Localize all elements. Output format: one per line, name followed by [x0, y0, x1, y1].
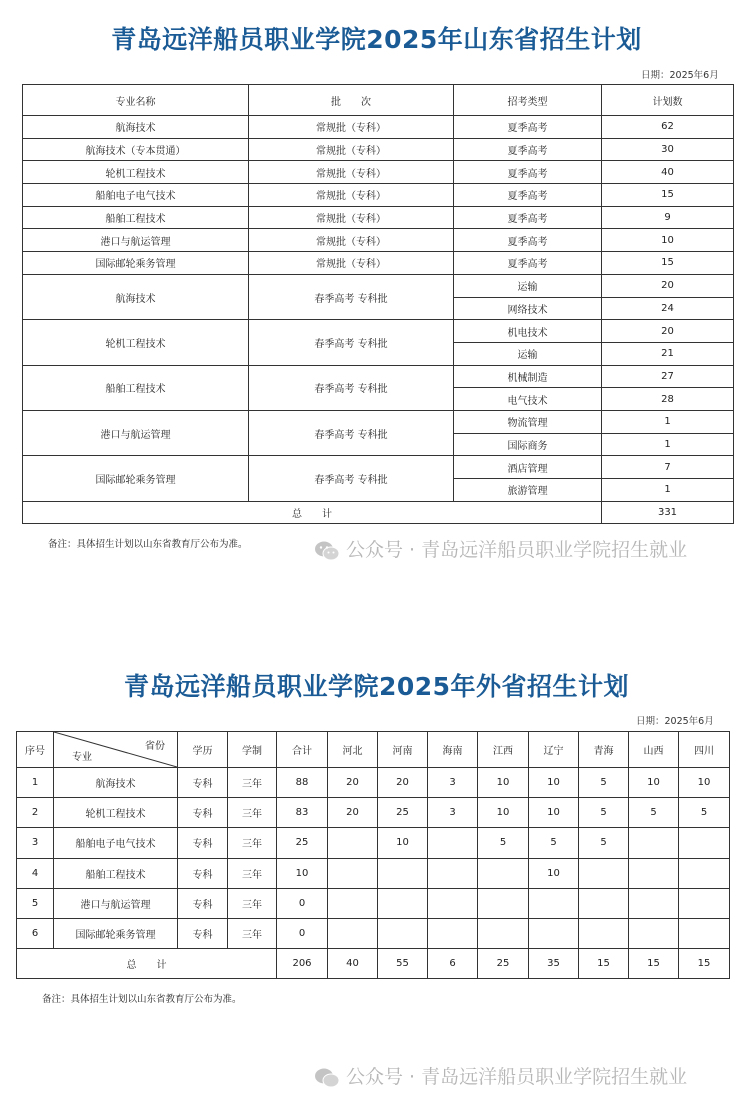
cell-count: 28	[602, 388, 734, 411]
cell-major: 国际邮轮乘务管理	[54, 918, 178, 948]
table-header-row	[23, 85, 734, 116]
cell-edu: 专科	[178, 888, 228, 918]
total-cell: 25	[478, 949, 529, 979]
cell-province: 5	[529, 828, 579, 858]
cell-no: 5	[17, 888, 54, 918]
cell-province	[328, 828, 378, 858]
header-major: 专业名称	[23, 85, 249, 116]
watermark-bottom	[314, 1062, 687, 1089]
cell-batch: 春季高考 专科批	[249, 320, 454, 365]
cell-province	[579, 858, 629, 888]
cell-batch: 常规批（专科）	[249, 184, 454, 207]
cell-province: 10	[679, 768, 730, 798]
cell-province: 3	[428, 768, 478, 798]
cell-batch: 春季高考 专科批	[249, 365, 454, 410]
cell-no: 1	[17, 768, 54, 798]
cell-province: 5	[679, 798, 730, 828]
cell-major: 船舶工程技术	[23, 365, 249, 410]
header-province-shanxi: 山西	[629, 732, 679, 768]
header-province-jiangxi: 江西	[478, 732, 529, 768]
cell-province	[328, 858, 378, 888]
wechat-icon	[314, 1067, 340, 1089]
cell-province	[428, 918, 478, 948]
other-plan-table	[16, 731, 730, 979]
header-province-henan: 河南	[378, 732, 428, 768]
header-years: 学制	[228, 732, 277, 768]
cell-type: 旅游管理	[454, 479, 602, 502]
cell-batch: 春季高考 专科批	[249, 274, 454, 319]
table-row	[17, 888, 730, 918]
cell-count: 27	[602, 365, 734, 388]
header-province-qinghai: 青海	[579, 732, 629, 768]
cell-province	[629, 918, 679, 948]
cell-province	[428, 858, 478, 888]
cell-count: 7	[602, 456, 734, 479]
cell-major: 轮机工程技术	[23, 161, 249, 184]
total-value: 331	[602, 501, 734, 524]
cell-type: 夏季高考	[454, 184, 602, 207]
cell-batch: 春季高考 专科批	[249, 410, 454, 455]
cell-province	[529, 888, 579, 918]
total-cell: 6	[428, 949, 478, 979]
cell-province: 10	[529, 798, 579, 828]
cell-province	[378, 918, 428, 948]
total-cell: 206	[277, 949, 328, 979]
watermark-text: 公众号 · 青岛远洋船员职业学院招生就业	[346, 1066, 688, 1088]
total-cell: 15	[629, 949, 679, 979]
cell-major: 国际邮轮乘务管理	[23, 252, 249, 275]
cell-count: 24	[602, 297, 734, 320]
table-header-row	[17, 732, 730, 768]
cell-batch: 常规批（专科）	[249, 206, 454, 229]
cell-count: 40	[602, 161, 734, 184]
cell-province	[679, 918, 730, 948]
cell-province	[328, 918, 378, 948]
cell-type: 机械制造	[454, 365, 602, 388]
cell-province	[428, 888, 478, 918]
cell-total: 25	[277, 828, 328, 858]
cell-edu: 专科	[178, 858, 228, 888]
cell-count: 1	[602, 433, 734, 456]
cell-province: 20	[378, 768, 428, 798]
table-row	[17, 858, 730, 888]
header-total: 合计	[277, 732, 328, 768]
cell-type: 夏季高考	[454, 206, 602, 229]
cell-count: 20	[602, 320, 734, 343]
other-title: 青岛远洋船员职业学院2025年外省招生计划	[123, 672, 630, 701]
cell-no: 4	[17, 858, 54, 888]
cell-major: 船舶工程技术	[54, 858, 178, 888]
cell-province	[679, 828, 730, 858]
total-cell: 15	[679, 949, 730, 979]
table-row	[23, 161, 734, 184]
cell-province: 5	[579, 798, 629, 828]
cell-province	[378, 858, 428, 888]
cell-province: 10	[629, 768, 679, 798]
cell-type: 机电技术	[454, 320, 602, 343]
total-label: 总 计	[17, 949, 277, 979]
cell-province	[478, 858, 529, 888]
cell-province: 10	[478, 768, 529, 798]
cell-batch: 常规批（专科）	[249, 116, 454, 139]
table-row	[23, 252, 734, 275]
cell-province: 10	[529, 768, 579, 798]
cell-edu: 专科	[178, 918, 228, 948]
cell-batch: 春季高考 专科批	[249, 456, 454, 501]
table-row	[23, 206, 734, 229]
cell-major: 轮机工程技术	[23, 320, 249, 365]
cell-major: 船舶工程技术	[23, 206, 249, 229]
cell-count: 1	[602, 410, 734, 433]
cell-major: 航海技术	[54, 768, 178, 798]
shandong-date: 日期：2025年6月	[641, 70, 719, 81]
shandong-plan-table	[22, 84, 734, 524]
cell-years: 三年	[228, 918, 277, 948]
cell-edu: 专科	[178, 768, 228, 798]
header-major: 专业	[72, 752, 92, 763]
cell-count: 1	[602, 479, 734, 502]
table-row	[23, 456, 734, 479]
cell-province	[478, 918, 529, 948]
cell-type: 运输	[454, 342, 602, 365]
table-row	[23, 116, 734, 139]
header-batch: 批 次	[249, 85, 454, 116]
shandong-title: 青岛远洋船员职业学院2025年山东省招生计划	[111, 25, 642, 54]
header-province-hainan: 海南	[428, 732, 478, 768]
cell-count: 15	[602, 184, 734, 207]
cell-count: 15	[602, 252, 734, 275]
watermark	[314, 535, 687, 562]
cell-province: 5	[478, 828, 529, 858]
cell-years: 三年	[228, 888, 277, 918]
cell-province: 25	[378, 798, 428, 828]
cell-major: 船舶电子电气技术	[23, 184, 249, 207]
total-cell: 40	[328, 949, 378, 979]
cell-type: 电气技术	[454, 388, 602, 411]
cell-province: 10	[529, 858, 579, 888]
table-row	[17, 768, 730, 798]
cell-province: 10	[378, 828, 428, 858]
cell-total: 10	[277, 858, 328, 888]
cell-major: 港口与航运管理	[23, 410, 249, 455]
cell-province	[428, 828, 478, 858]
cell-no: 6	[17, 918, 54, 948]
cell-batch: 常规批（专科）	[249, 252, 454, 275]
table-row	[17, 828, 730, 858]
cell-count: 9	[602, 206, 734, 229]
table-row	[23, 274, 734, 297]
cell-type: 网络技术	[454, 297, 602, 320]
cell-major: 轮机工程技术	[54, 798, 178, 828]
table-row	[17, 918, 730, 948]
cell-major: 国际邮轮乘务管理	[23, 456, 249, 501]
header-corner	[54, 732, 178, 768]
cell-province: 20	[328, 798, 378, 828]
header-count: 计划数	[602, 85, 734, 116]
cell-years: 三年	[228, 798, 277, 828]
cell-type: 夏季高考	[454, 252, 602, 275]
cell-type: 夏季高考	[454, 138, 602, 161]
shandong-note: 备注：具体招生计划以山东省教育厅公布为准。	[48, 539, 248, 550]
table-row	[23, 184, 734, 207]
cell-type: 夏季高考	[454, 229, 602, 252]
cell-province: 5	[579, 768, 629, 798]
header-province: 省份	[145, 741, 165, 752]
cell-no: 2	[17, 798, 54, 828]
cell-no: 3	[17, 828, 54, 858]
cell-total: 88	[277, 768, 328, 798]
cell-batch: 常规批（专科）	[249, 161, 454, 184]
cell-major: 港口与航运管理	[23, 229, 249, 252]
cell-type: 夏季高考	[454, 161, 602, 184]
cell-type: 酒店管理	[454, 456, 602, 479]
cell-batch: 常规批（专科）	[249, 229, 454, 252]
cell-province: 3	[428, 798, 478, 828]
cell-province: 5	[629, 798, 679, 828]
table-row	[23, 410, 734, 433]
cell-type: 运输	[454, 274, 602, 297]
header-province-hebei: 河北	[328, 732, 378, 768]
cell-count: 21	[602, 342, 734, 365]
cell-province	[629, 828, 679, 858]
cell-type: 物流管理	[454, 410, 602, 433]
header-edu: 学历	[178, 732, 228, 768]
cell-edu: 专科	[178, 798, 228, 828]
table-row	[17, 798, 730, 828]
table-row	[23, 229, 734, 252]
cell-major: 航海技术	[23, 274, 249, 319]
total-label: 总 计	[23, 501, 602, 524]
cell-type: 国际商务	[454, 433, 602, 456]
other-date: 日期：2025年6月	[636, 716, 714, 727]
cell-province	[478, 888, 529, 918]
total-row	[23, 501, 734, 524]
cell-batch: 常规批（专科）	[249, 138, 454, 161]
cell-major: 船舶电子电气技术	[54, 828, 178, 858]
cell-province	[679, 888, 730, 918]
cell-province	[378, 888, 428, 918]
cell-province	[629, 888, 679, 918]
cell-count: 62	[602, 116, 734, 139]
cell-count: 20	[602, 274, 734, 297]
header-type: 招考类型	[454, 85, 602, 116]
cell-province: 10	[478, 798, 529, 828]
cell-province	[529, 918, 579, 948]
cell-years: 三年	[228, 858, 277, 888]
total-cell: 15	[579, 949, 629, 979]
cell-province: 20	[328, 768, 378, 798]
cell-province	[579, 888, 629, 918]
cell-province	[579, 918, 629, 948]
other-note: 备注：具体招生计划以山东省教育厅公布为准。	[42, 994, 242, 1005]
header-province-liaoning: 辽宁	[529, 732, 579, 768]
total-cell: 35	[529, 949, 579, 979]
table-row	[23, 138, 734, 161]
cell-province: 5	[579, 828, 629, 858]
cell-count: 30	[602, 138, 734, 161]
cell-province	[679, 858, 730, 888]
cell-years: 三年	[228, 768, 277, 798]
cell-total: 83	[277, 798, 328, 828]
table-row	[23, 320, 734, 343]
watermark-text: 公众号 · 青岛远洋船员职业学院招生就业	[346, 539, 688, 561]
table-row	[23, 365, 734, 388]
total-cell: 55	[378, 949, 428, 979]
cell-years: 三年	[228, 828, 277, 858]
wechat-icon	[314, 540, 340, 562]
cell-major: 航海技术	[23, 116, 249, 139]
cell-major: 航海技术（专本贯通）	[23, 138, 249, 161]
header-no: 序号	[17, 732, 54, 768]
cell-edu: 专科	[178, 828, 228, 858]
header-province-sichuan: 四川	[679, 732, 730, 768]
cell-province	[629, 858, 679, 888]
total-row	[17, 949, 730, 979]
cell-province	[328, 888, 378, 918]
cell-count: 10	[602, 229, 734, 252]
cell-major: 港口与航运管理	[54, 888, 178, 918]
cell-total: 0	[277, 888, 328, 918]
cell-total: 0	[277, 918, 328, 948]
cell-type: 夏季高考	[454, 116, 602, 139]
